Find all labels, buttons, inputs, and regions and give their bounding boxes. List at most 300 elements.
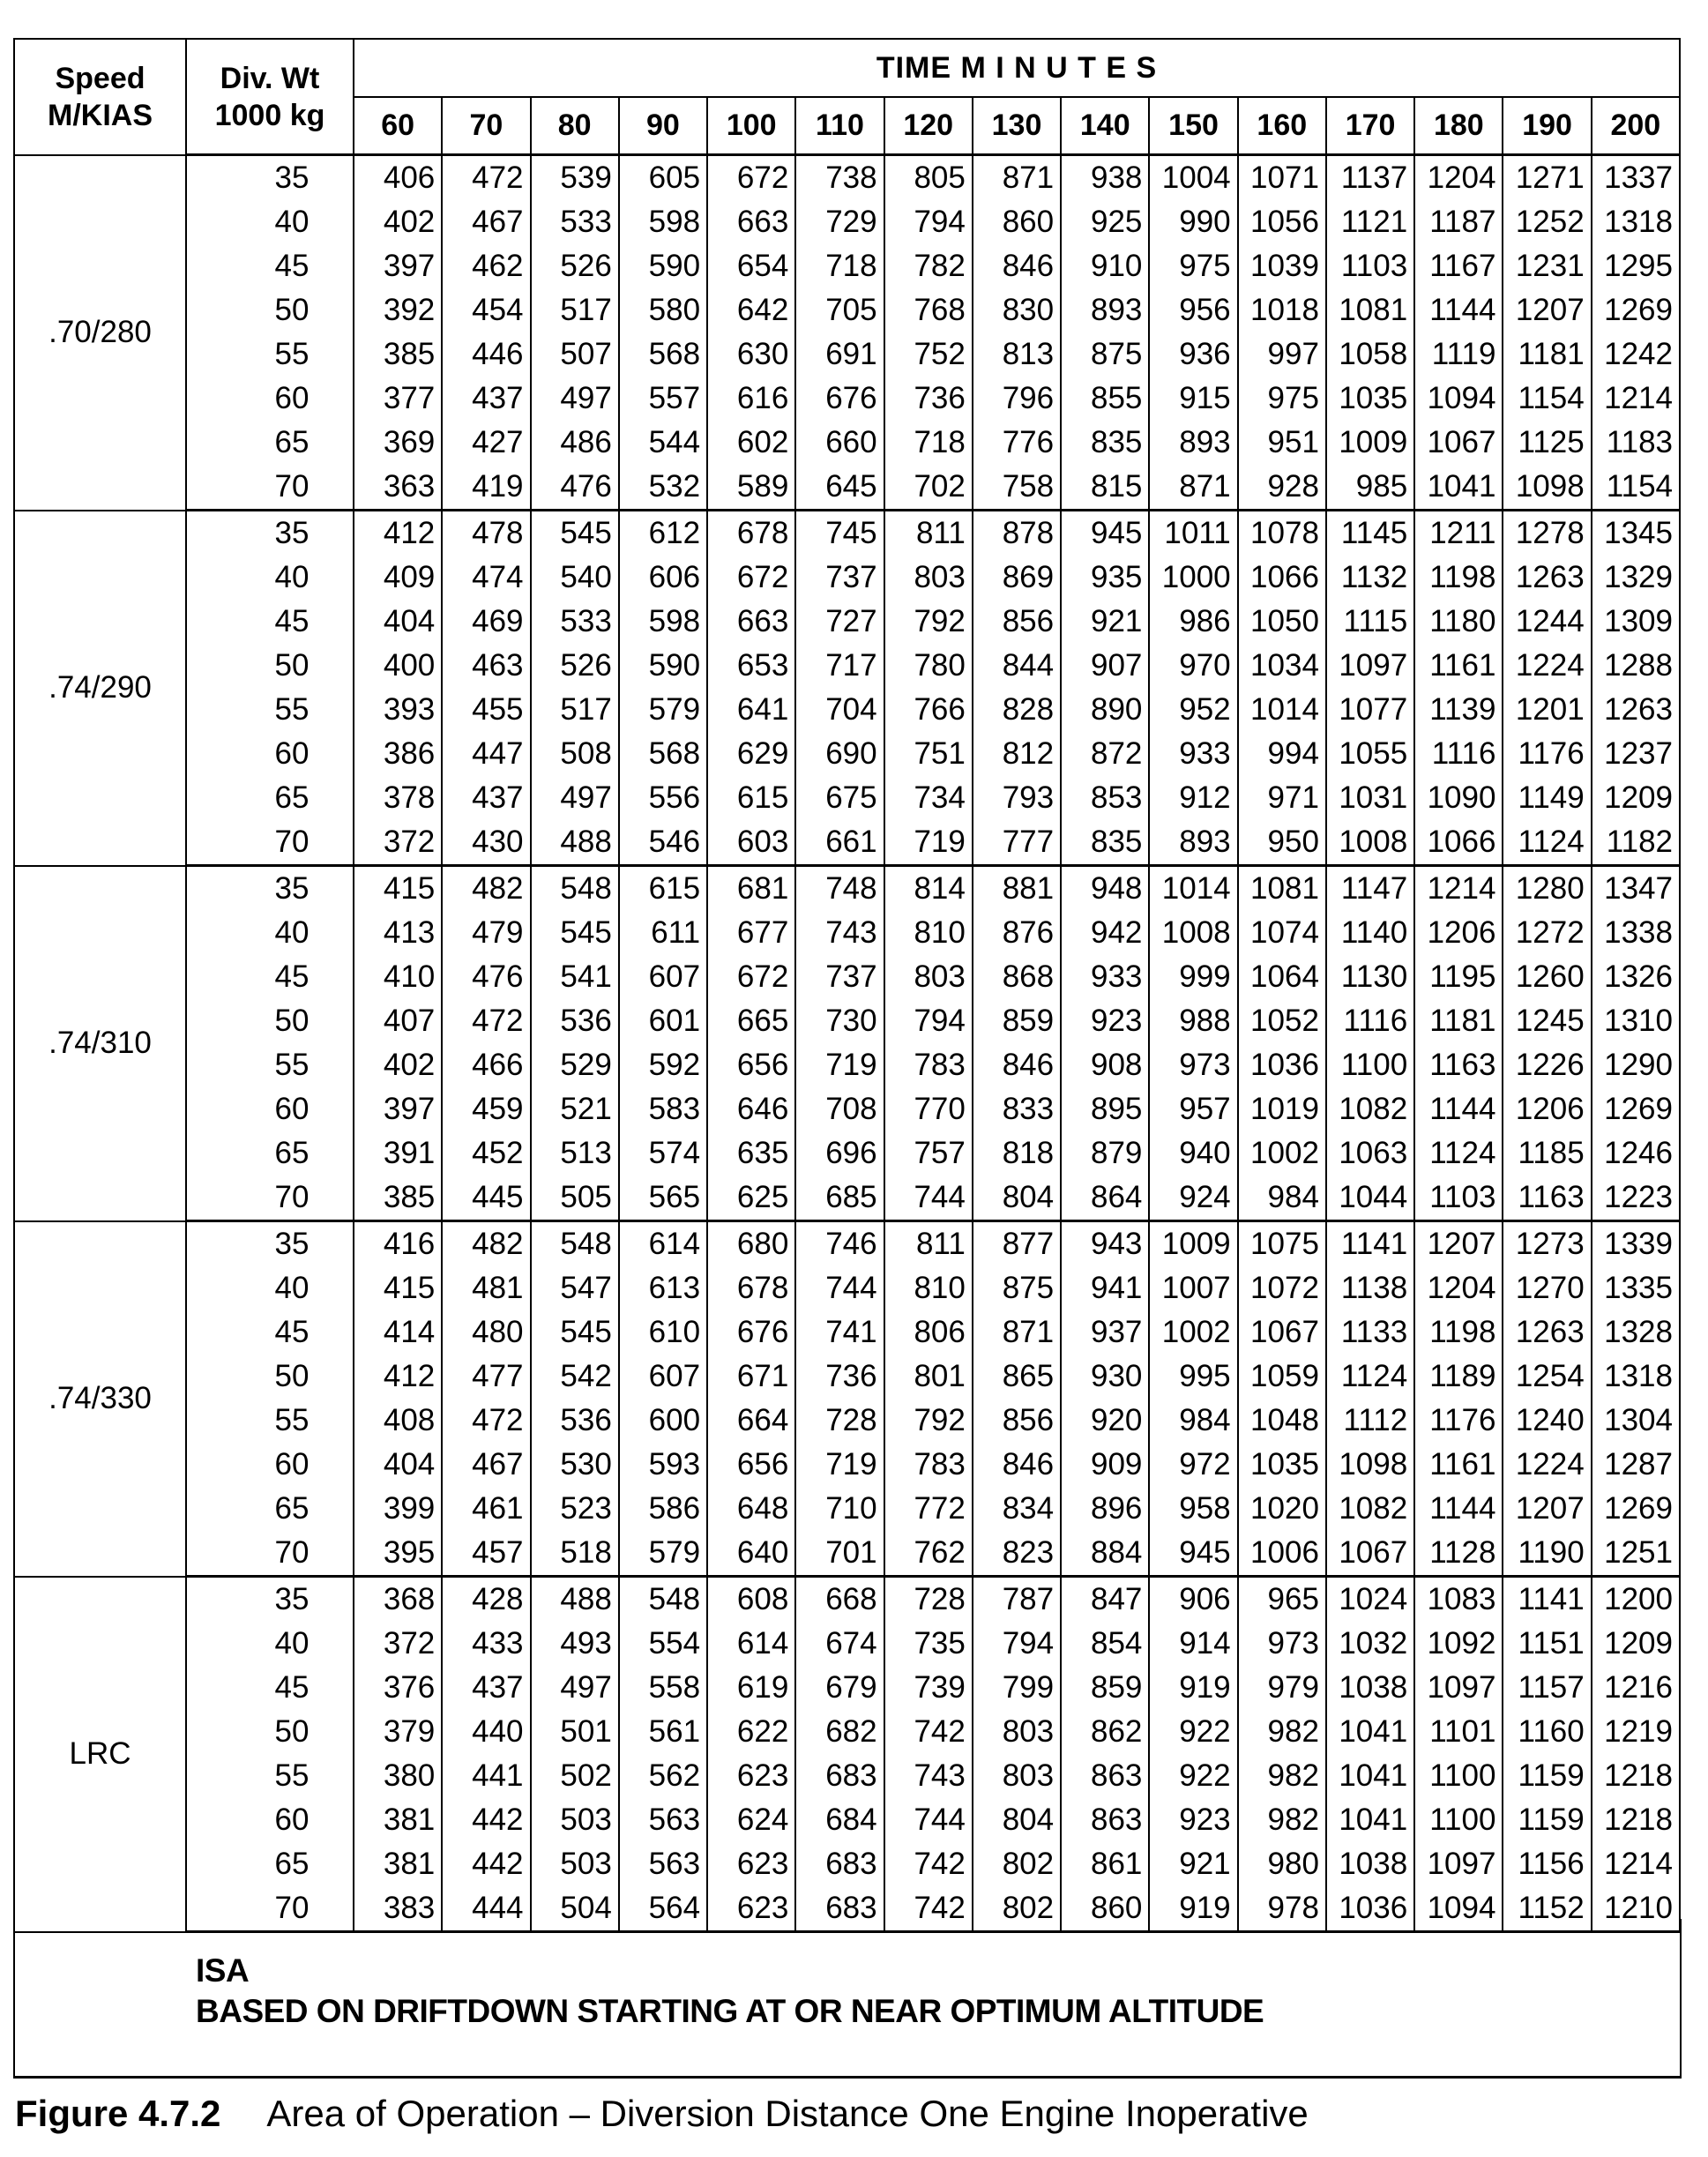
distance-cell: 893 [1061,288,1149,332]
distance-cell: 614 [707,1622,795,1666]
distance-cell: 654 [707,244,795,288]
distance-cell: 530 [531,1443,619,1487]
distance-cell: 861 [1061,1842,1149,1886]
distance-cell: 990 [1149,200,1237,244]
distance-cell: 1269 [1592,288,1680,332]
weight-cell: 55 [186,1399,354,1443]
distance-cell: 1210 [1592,1886,1680,1932]
distance-cell: 497 [531,776,619,820]
table-row [14,1266,1680,1310]
distance-cell: 507 [531,332,619,377]
distance-cell: 457 [442,1531,530,1577]
weight-cell: 65 [186,421,354,465]
distance-cell: 437 [442,776,530,820]
distance-cell: 427 [442,421,530,465]
distance-cell: 810 [884,911,973,955]
distance-cell: 676 [795,377,884,421]
distance-cell: 610 [619,1310,707,1355]
table-row [14,377,1680,421]
distance-cell: 730 [795,999,884,1043]
time-column-header: 110 [795,97,884,155]
time-column-header: 90 [619,97,707,155]
distance-cell: 727 [795,600,884,644]
distance-cell: 783 [884,1043,973,1087]
distance-cell: 574 [619,1131,707,1176]
distance-cell: 965 [1238,1577,1326,1623]
distance-cell: 1081 [1238,866,1326,912]
distance-cell: 806 [884,1310,973,1355]
distance-cell: 1242 [1592,332,1680,377]
weight-cell: 70 [186,820,354,866]
time-column-header: 70 [442,97,530,155]
distance-cell: 409 [354,556,442,600]
distance-cell: 603 [707,820,795,866]
distance-cell: 793 [973,776,1061,820]
distance-cell: 972 [1149,1443,1237,1487]
distance-cell: 399 [354,1487,442,1531]
distance-cell: 1124 [1414,1131,1503,1176]
distance-cell: 623 [707,1886,795,1932]
distance-cell: 1329 [1592,556,1680,600]
distance-cell: 735 [884,1622,973,1666]
distance-cell: 1157 [1503,1666,1591,1710]
distance-cell: 558 [619,1666,707,1710]
distance-cell: 1176 [1503,732,1591,776]
distance-cell: 912 [1149,776,1237,820]
distance-cell: 548 [619,1577,707,1623]
distance-cell: 772 [884,1487,973,1531]
distance-cell: 1067 [1414,421,1503,465]
distance-cell: 865 [973,1355,1061,1399]
distance-cell: 1116 [1414,732,1503,776]
distance-cell: 1287 [1592,1443,1680,1487]
table-row [14,866,1680,912]
distance-cell: 1094 [1414,1886,1503,1932]
distance-cell: 863 [1061,1798,1149,1842]
distance-cell: 517 [531,688,619,732]
distance-cell: 835 [1061,421,1149,465]
distance-cell: 1036 [1326,1886,1414,1932]
distance-cell: 540 [531,556,619,600]
distance-cell: 381 [354,1798,442,1842]
weight-cell: 45 [186,1666,354,1710]
weight-cell: 35 [186,1221,354,1267]
distance-cell: 381 [354,1842,442,1886]
distance-cell: 1163 [1414,1043,1503,1087]
distance-cell: 1098 [1503,465,1591,511]
distance-cell: 875 [973,1266,1061,1310]
distance-cell: 656 [707,1043,795,1087]
weight-cell: 40 [186,556,354,600]
weight-cell: 45 [186,244,354,288]
table-row [14,1666,1680,1710]
distance-cell: 794 [973,1622,1061,1666]
distance-cell: 1187 [1414,200,1503,244]
distance-cell: 1161 [1414,1443,1503,1487]
distance-cell: 501 [531,1710,619,1754]
distance-cell: 982 [1238,1710,1326,1754]
distance-cell: 681 [707,866,795,912]
distance-cell: 803 [884,556,973,600]
table-row [14,1399,1680,1443]
distance-cell: 493 [531,1622,619,1666]
distance-cell: 1295 [1592,244,1680,288]
distance-cell: 372 [354,820,442,866]
distance-cell: 920 [1061,1399,1149,1443]
distance-cell: 661 [795,820,884,866]
table-row [14,732,1680,776]
table-row [14,1577,1680,1623]
distance-cell: 1269 [1592,1087,1680,1131]
distance-cell: 1185 [1503,1131,1591,1176]
distance-cell: 802 [973,1886,1061,1932]
distance-cell: 1008 [1326,820,1414,866]
distance-cell: 803 [884,955,973,999]
distance-cell: 1198 [1414,1310,1503,1355]
weight-header-line2: 1000 kg [214,98,325,132]
distance-cell: 1335 [1592,1266,1680,1310]
distance-cell: 546 [619,820,707,866]
distance-cell: 683 [795,1886,884,1932]
distance-cell: 847 [1061,1577,1149,1623]
distance-cell: 406 [354,155,442,201]
distance-cell: 728 [884,1577,973,1623]
weight-cell: 60 [186,1443,354,1487]
table-row [14,1798,1680,1842]
distance-cell: 1141 [1503,1577,1591,1623]
distance-cell: 526 [531,644,619,688]
distance-cell: 590 [619,244,707,288]
distance-cell: 924 [1149,1176,1237,1221]
distance-cell: 1254 [1503,1355,1591,1399]
distance-cell: 995 [1149,1355,1237,1399]
distance-cell: 908 [1061,1043,1149,1087]
distance-cell: 440 [442,1710,530,1754]
distance-cell: 477 [442,1355,530,1399]
distance-cell: 1067 [1238,1310,1326,1355]
distance-cell: 859 [1061,1666,1149,1710]
distance-cell: 719 [795,1043,884,1087]
distance-cell: 568 [619,732,707,776]
distance-cell: 665 [707,999,795,1043]
distance-cell: 982 [1238,1798,1326,1842]
distance-cell: 1237 [1592,732,1680,776]
distance-cell: 1082 [1326,1087,1414,1131]
footer-note-driftdown: BASED ON DRIFTDOWN STARTING AT OR NEAR OPTIMUM ALTITUDE [196,1993,1264,2029]
time-column-header: 140 [1061,97,1149,155]
distance-cell: 1231 [1503,244,1591,288]
distance-cell: 442 [442,1798,530,1842]
table-row [14,511,1680,556]
distance-cell: 1159 [1503,1798,1591,1842]
time-column-header: 180 [1414,97,1503,155]
distance-cell: 1181 [1503,332,1591,377]
distance-cell: 677 [707,911,795,955]
distance-cell: 446 [442,332,530,377]
distance-cell: 383 [354,1886,442,1932]
speed-cell: LRC [14,1577,186,1932]
distance-cell: 871 [973,155,1061,201]
distance-cell: 1181 [1414,999,1503,1043]
distance-cell: 640 [707,1531,795,1577]
distance-cell: 518 [531,1531,619,1577]
distance-cell: 1145 [1326,511,1414,556]
table-body [14,155,1680,1932]
distance-cell: 645 [795,465,884,511]
distance-cell: 1018 [1238,288,1326,332]
distance-cell: 544 [619,421,707,465]
distance-cell: 602 [707,421,795,465]
distance-cell: 1140 [1326,911,1414,955]
distance-cell: 752 [884,332,973,377]
distance-cell: 864 [1061,1176,1149,1221]
distance-cell: 1318 [1592,1355,1680,1399]
distance-cell: 606 [619,556,707,600]
distance-cell: 1218 [1592,1798,1680,1842]
distance-cell: 545 [531,511,619,556]
distance-cell: 856 [973,1399,1061,1443]
weight-cell: 60 [186,1087,354,1131]
distance-cell: 718 [884,421,973,465]
distance-cell: 877 [973,1221,1061,1267]
time-column-header: 160 [1238,97,1326,155]
speed-header-line1: Speed [55,61,145,95]
distance-cell: 542 [531,1355,619,1399]
weight-cell: 40 [186,911,354,955]
distance-cell: 1154 [1503,377,1591,421]
distance-cell: 1252 [1503,200,1591,244]
distance-cell: 938 [1061,155,1149,201]
distance-cell: 734 [884,776,973,820]
distance-cell: 973 [1238,1622,1326,1666]
distance-cell: 1218 [1592,1754,1680,1798]
distance-cell: 1058 [1326,332,1414,377]
distance-cell: 472 [442,155,530,201]
distance-cell: 684 [795,1798,884,1842]
distance-cell: 937 [1061,1310,1149,1355]
distance-cell: 776 [973,421,1061,465]
distance-cell: 794 [884,200,973,244]
distance-cell: 869 [973,556,1061,600]
distance-cell: 437 [442,377,530,421]
weight-column-header [186,39,354,155]
distance-cell: 1077 [1326,688,1414,732]
distance-cell: 1011 [1149,511,1237,556]
distance-cell: 363 [354,465,442,511]
distance-cell: 997 [1238,332,1326,377]
distance-cell: 925 [1061,200,1149,244]
distance-cell: 909 [1061,1443,1149,1487]
distance-cell: 385 [354,332,442,377]
distance-cell: 988 [1149,999,1237,1043]
distance-cell: 1014 [1149,866,1237,912]
distance-cell: 413 [354,911,442,955]
distance-cell: 680 [707,1221,795,1267]
distance-cell: 508 [531,732,619,776]
distance-cell: 625 [707,1176,795,1221]
distance-cell: 545 [531,1310,619,1355]
distance-cell: 379 [354,1710,442,1754]
distance-cell: 1133 [1326,1310,1414,1355]
distance-cell: 1280 [1503,866,1591,912]
distance-cell: 385 [354,1176,442,1221]
distance-cell: 397 [354,1087,442,1131]
distance-cell: 1204 [1414,155,1503,201]
distance-cell: 952 [1149,688,1237,732]
distance-cell: 607 [619,1355,707,1399]
distance-cell: 1195 [1414,955,1503,999]
distance-cell: 1041 [1326,1798,1414,1842]
distance-cell: 1161 [1414,644,1503,688]
distance-cell: 1271 [1503,155,1591,201]
distance-cell: 738 [795,155,884,201]
distance-cell: 1064 [1238,955,1326,999]
distance-cell: 871 [973,1310,1061,1355]
distance-cell: 590 [619,644,707,688]
distance-cell: 863 [1061,1754,1149,1798]
distance-cell: 1082 [1326,1487,1414,1531]
distance-cell: 777 [973,820,1061,866]
distance-cell: 984 [1149,1399,1237,1443]
distance-cell: 503 [531,1842,619,1886]
table-row [14,155,1680,201]
distance-cell: 871 [1149,465,1237,511]
distance-cell: 1004 [1149,155,1237,201]
distance-cell: 526 [531,244,619,288]
distance-cell: 919 [1149,1666,1237,1710]
table-row [14,955,1680,999]
distance-cell: 986 [1149,600,1237,644]
distance-cell: 1090 [1414,776,1503,820]
distance-cell: 1132 [1326,556,1414,600]
distance-cell: 469 [442,600,530,644]
distance-cell: 1240 [1503,1399,1591,1443]
distance-cell: 933 [1061,955,1149,999]
distance-cell: 586 [619,1487,707,1531]
distance-cell: 623 [707,1842,795,1886]
distance-cell: 868 [973,955,1061,999]
distance-cell: 635 [707,1131,795,1176]
distance-cell: 613 [619,1266,707,1310]
distance-cell: 796 [973,377,1061,421]
table-row [14,911,1680,955]
distance-cell: 1167 [1414,244,1503,288]
figure-title: Area of Operation – Diversion Distance One Engine Inoperative [266,2093,1309,2134]
distance-cell: 614 [619,1221,707,1267]
distance-cell: 846 [973,1443,1061,1487]
distance-cell: 623 [707,1754,795,1798]
distance-cell: 876 [973,911,1061,955]
distance-cell: 676 [707,1310,795,1355]
distance-cell: 488 [531,820,619,866]
distance-cell: 856 [973,600,1061,644]
distance-cell: 766 [884,688,973,732]
time-column-header: 60 [354,97,442,155]
distance-cell: 497 [531,1666,619,1710]
distance-cell: 616 [707,377,795,421]
weight-cell: 40 [186,1622,354,1666]
time-column-header: 150 [1149,97,1237,155]
table-row [14,1221,1680,1267]
distance-cell: 1211 [1414,511,1503,556]
distance-cell: 1020 [1238,1487,1326,1531]
distance-cell: 982 [1238,1754,1326,1798]
distance-cell: 1278 [1503,511,1591,556]
distance-cell: 846 [973,1043,1061,1087]
distance-cell: 860 [973,200,1061,244]
distance-cell: 770 [884,1087,973,1131]
distance-cell: 478 [442,511,530,556]
distance-cell: 940 [1149,1131,1237,1176]
distance-cell: 480 [442,1310,530,1355]
distance-cell: 804 [973,1798,1061,1842]
distance-cell: 400 [354,644,442,688]
distance-cell: 919 [1149,1886,1237,1932]
table-row [14,421,1680,465]
distance-cell: 1138 [1326,1266,1414,1310]
distance-cell: 607 [619,955,707,999]
distance-cell: 923 [1061,999,1149,1043]
distance-cell: 928 [1238,465,1326,511]
distance-cell: 1251 [1592,1531,1680,1577]
distance-cell: 532 [619,465,707,511]
distance-cell: 1103 [1414,1176,1503,1221]
time-column-header: 190 [1503,97,1591,155]
distance-cell: 672 [707,955,795,999]
distance-cell: 1014 [1238,688,1326,732]
distance-cell: 622 [707,1710,795,1754]
distance-cell: 1224 [1503,1443,1591,1487]
weight-cell: 45 [186,955,354,999]
speed-cell: .74/330 [14,1221,186,1577]
distance-cell: 1092 [1414,1622,1503,1666]
distance-cell: 589 [707,465,795,511]
distance-cell: 482 [442,866,530,912]
distance-cell: 1189 [1414,1355,1503,1399]
distance-cell: 915 [1149,377,1237,421]
distance-cell: 970 [1149,644,1237,688]
time-column-header: 120 [884,97,973,155]
table-row [14,1176,1680,1221]
distance-cell: 1223 [1592,1176,1680,1221]
table-row [14,332,1680,377]
weight-cell: 65 [186,776,354,820]
distance-cell: 814 [884,866,973,912]
distance-cell: 1100 [1414,1754,1503,1798]
distance-cell: 811 [884,1221,973,1267]
distance-cell: 583 [619,1087,707,1131]
distance-cell: 541 [531,955,619,999]
distance-cell: 811 [884,511,973,556]
distance-cell: 1214 [1414,866,1503,912]
distance-cell: 1124 [1503,820,1591,866]
distance-cell: 1309 [1592,600,1680,644]
distance-cell: 1116 [1326,999,1414,1043]
distance-cell: 957 [1149,1087,1237,1131]
distance-cell: 1121 [1326,200,1414,244]
distance-cell: 683 [795,1842,884,1886]
distance-cell: 1124 [1326,1355,1414,1399]
footer-notes-box [13,1919,1682,2079]
footer-note-isa: ISA [196,1952,250,1989]
distance-cell: 1000 [1149,556,1237,600]
distance-cell: 1063 [1326,1131,1414,1176]
distance-cell: 1219 [1592,1710,1680,1754]
distance-cell: 685 [795,1176,884,1221]
distance-cell: 678 [707,1266,795,1310]
distance-cell: 467 [442,200,530,244]
distance-cell: 1290 [1592,1043,1680,1087]
